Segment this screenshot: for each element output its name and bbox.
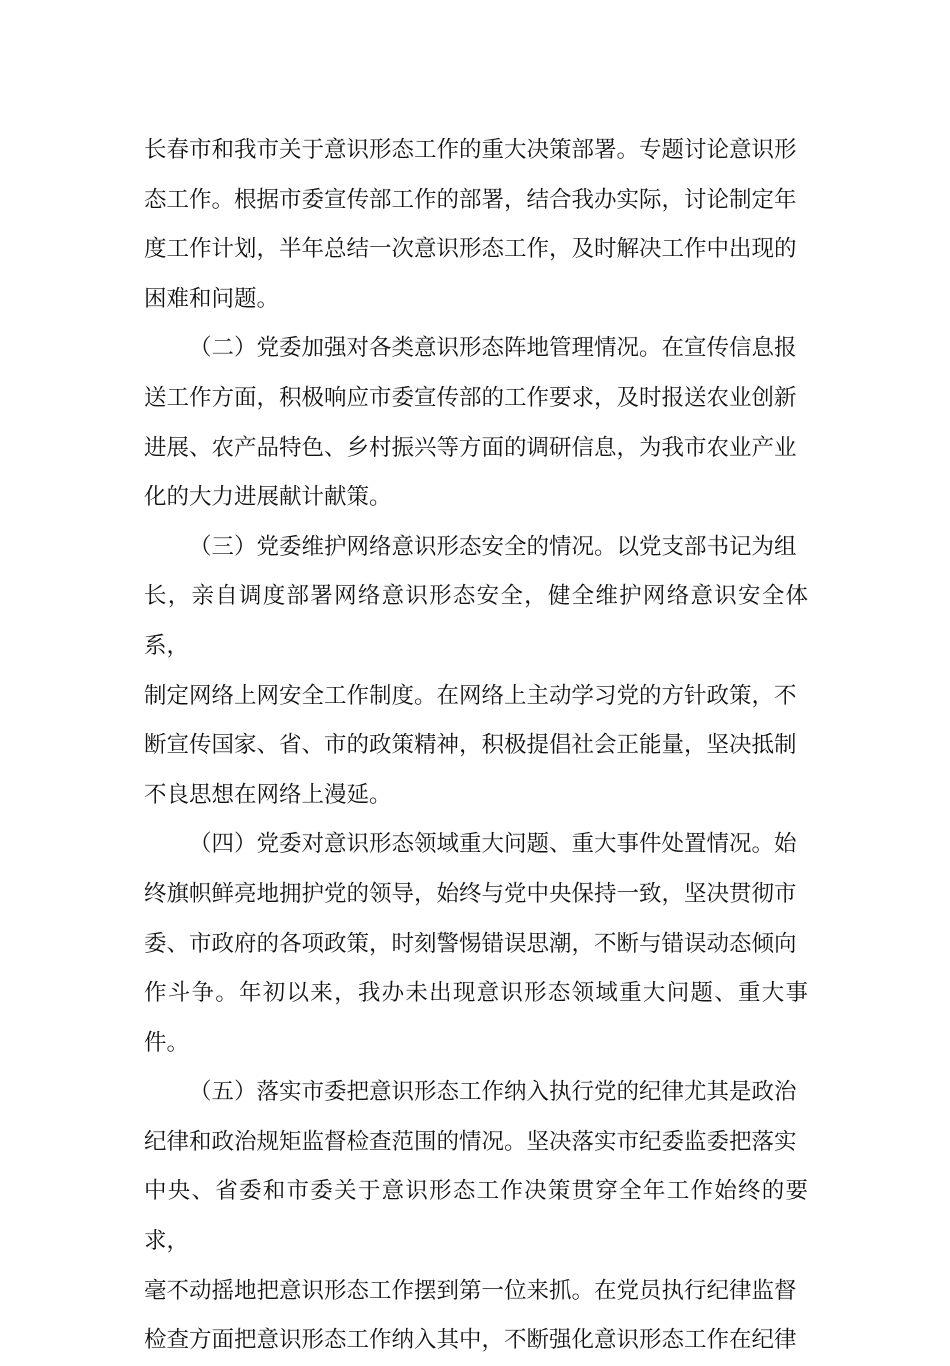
paragraph-section-5	[144, 1068, 808, 1366]
text-line: （四）党委对意识形态领域重大问题、重大事件处置情况。始	[189, 831, 797, 858]
paragraph-continuation	[144, 126, 808, 324]
text-line: 化的大力进展献计献策。	[144, 484, 392, 511]
text-line: 进展、农产品特色、乡村振兴等方面的调研信息，为我市农业产业	[144, 434, 797, 461]
text-line: 断宣传国家、省、市的政策精神，积极提倡社会正能量，坚决抵制	[144, 732, 797, 759]
text-line: （三）党委维护网络意识形态安全的情况。以党支部书记为组	[189, 533, 797, 560]
document-page	[144, 126, 808, 1366]
text-line: 不良思想在网络上漫延。	[144, 781, 392, 808]
text-line: 送工作方面，积极响应市委宣传部的工作要求，及时报送农业创新	[144, 384, 797, 411]
text-line: 委、市政府的各项政策，时刻警惕错误思潮，不断与错误动态倾向	[144, 930, 797, 957]
text-line: 困难和问题。	[144, 285, 280, 312]
text-line: （二）党委加强对各类意识形态阵地管理情况。在宣传信息报	[189, 335, 797, 362]
text-line: 作斗争。年初以来，我办未出现意识形态领域重大问题、重大事件。	[144, 980, 808, 1056]
text-line: 态工作。根据市委宣传部工作的部署，结合我办实际，讨论制定年	[144, 186, 797, 213]
text-line: 度工作计划，半年总结一次意识形态工作，及时解决工作中出现的	[144, 236, 797, 263]
text-line: 长，亲自调度部署网络意识形态安全，健全维护网络意识安全体系，	[144, 583, 808, 659]
paragraph-section-2	[144, 324, 808, 522]
text-line: 中央、省委和市委关于意识形态工作决策贯穿全年工作始终的要求，	[144, 1178, 808, 1255]
text-line: 纪律和政治规矩监督检查范围的情况。坚决落实市纪委监委把落实	[144, 1128, 797, 1155]
text-line: 检查方面把意识形态工作纳入其中，不断强化意识形态工作在纪律	[144, 1327, 797, 1354]
text-line: 长春市和我市关于意识形态工作的重大决策部署。专题讨论意识形	[144, 137, 797, 163]
paragraph-section-4	[144, 820, 808, 1068]
paragraph-section-3	[144, 523, 808, 821]
text-line: 制定网络上网安全工作制度。在网络上主动学习党的方针政策，不	[144, 682, 797, 709]
text-line: （五）落实市委把意识形态工作纳入执行党的纪律尤其是政治	[189, 1079, 797, 1106]
text-line: 终旗帜鲜亮地拥护党的领导，始终与党中央保持一致，坚决贯彻市	[144, 880, 797, 907]
text-line: 毫不动摇地把意识形态工作摆到第一位来抓。在党员执行纪律监督	[144, 1277, 797, 1304]
